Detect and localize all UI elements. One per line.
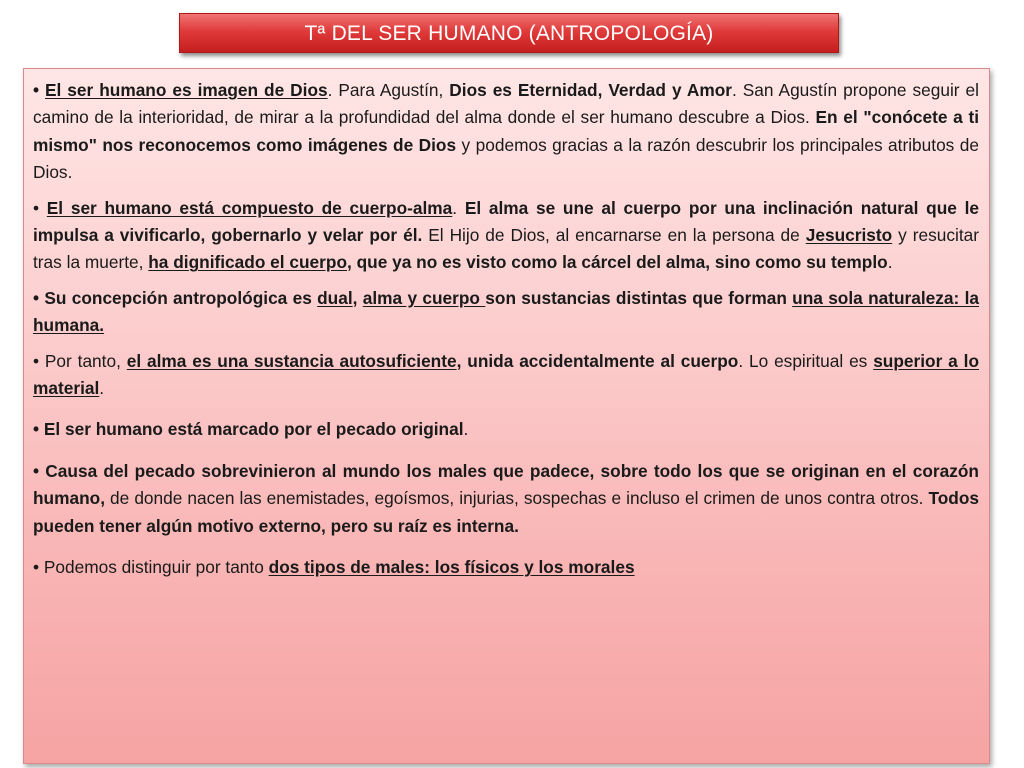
- paragraph-alma-autosuficiente: [33, 348, 979, 403]
- text-segment: El ser humano es imagen de Dios: [45, 80, 328, 100]
- text-segment: ,: [352, 287, 363, 308]
- text-segment: dual: [317, 287, 353, 308]
- paragraph-causa-del-pecado: [33, 458, 979, 540]
- text-segment: dos tipos de males: los físicos y los morales: [268, 557, 635, 578]
- text-segment: . Lo espiritual es: [738, 350, 874, 371]
- text-segment: una sola naturaleza: la humana.: [33, 287, 980, 336]
- text-segment: . San Agustín propone seguir el camino de la interioridad, de mirar a la profundidad del alma donde el ser humano descubre a Dios.: [33, 80, 979, 128]
- text-segment: El alma se une al cuerpo por una inclinación natural que le impulsa a vivificarlo, gobernarlo y velar por él.: [33, 197, 980, 246]
- text-segment: El ser humano está compuesto de cuerpo-alma: [46, 197, 453, 218]
- text-segment: En el "conócete a ti mismo" nos reconocemos como imágenes de Dios: [33, 107, 980, 155]
- text-segment: • Su concepción antropológica es: [33, 287, 318, 308]
- text-segment: Jesucristo: [805, 225, 893, 246]
- content-box: [23, 68, 990, 764]
- text-segment: Dios es Eternidad, Verdad y Amor: [449, 80, 733, 100]
- text-segment: .: [887, 252, 893, 273]
- text-segment: y resucitar tras la muerte,: [33, 225, 979, 273]
- text-segment: • Causa del pecado sobrevinieron al mundo los males que padece, sobre todo los que se originan en el corazón humano,: [33, 460, 979, 509]
- paragraph-cuerpo-alma: [33, 195, 979, 277]
- text-segment: .: [452, 197, 465, 218]
- text-segment: .: [99, 378, 105, 399]
- text-segment: superior a lo material: [33, 350, 979, 399]
- text-segment: el alma es una sustancia autosuficiente: [126, 350, 457, 371]
- paragraph-concepcion-dual: [33, 285, 979, 340]
- text-segment: Todos pueden tener algún motivo externo, pero su raíz es interna.: [33, 488, 979, 536]
- text-segment: •: [33, 197, 47, 218]
- text-segment: son sustancias distintas que forman: [485, 287, 793, 308]
- text-segment: y podemos gracias a la razón descubrir los principales atributos de Dios.: [33, 134, 979, 183]
- slide-title: Tª DEL SER HUMANO (ANTROPOLOGÍA): [179, 13, 839, 53]
- text-segment: ha dignificado el cuerpo: [148, 252, 348, 273]
- text-segment: • El ser humano está marcado por el pecado original: [33, 419, 464, 440]
- text-segment: • Por tanto,: [33, 350, 127, 371]
- text-segment: alma y cuerpo: [362, 287, 486, 308]
- text-segment: , que ya no es visto como la cárcel del alma, sino como su templo: [347, 252, 888, 273]
- text-segment: El Hijo de Dios, al encarnarse en la persona de: [422, 225, 806, 246]
- paragraph-tipos-de-males: [33, 554, 979, 581]
- text-segment: , unida accidentalmente al cuerpo: [456, 350, 739, 371]
- paragraph-pecado-original: [33, 416, 979, 443]
- text-segment: • Podemos distinguir por tanto: [33, 557, 269, 578]
- text-segment: •: [33, 80, 46, 100]
- text-segment: . Para Agustín,: [327, 80, 450, 100]
- paragraph-imagen-de-dios: [33, 77, 979, 187]
- text-segment: de donde nacen las enemistades, egoísmos, injurias, sospechas e incluso el crimen de unos contra otros.: [105, 488, 929, 509]
- text-segment: .: [463, 419, 469, 440]
